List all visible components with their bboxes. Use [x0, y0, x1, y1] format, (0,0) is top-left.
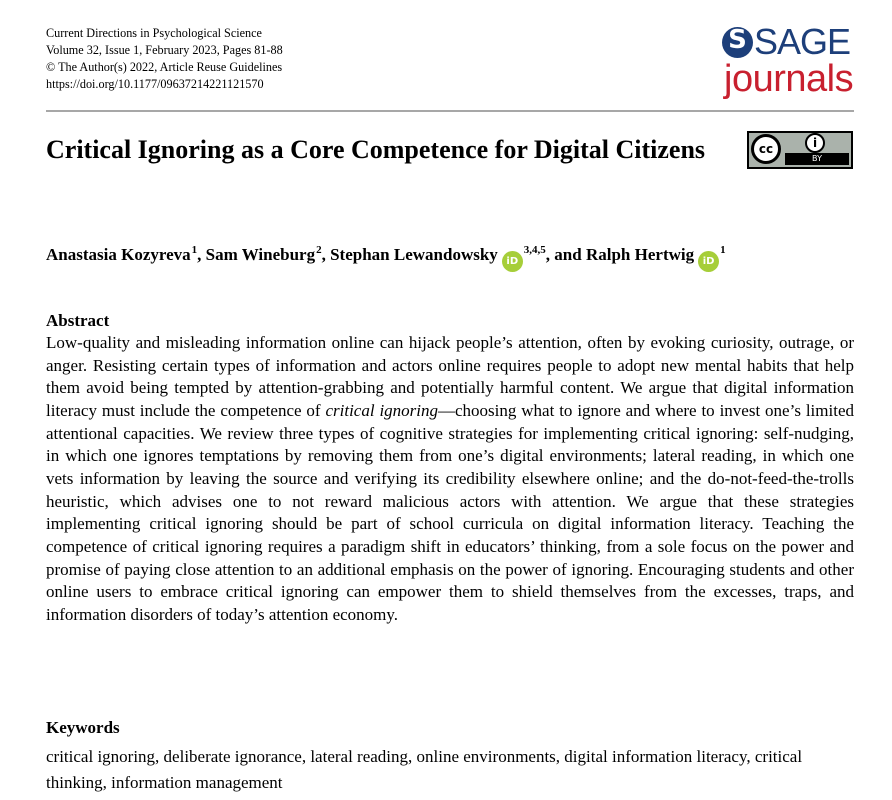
- abstract-heading: Abstract: [46, 311, 110, 330]
- author-name[interactable]: Stephan Lewandowsky: [330, 245, 498, 264]
- license-label: BY: [785, 153, 849, 165]
- author-separator: , and: [545, 245, 586, 264]
- author-separator: ,: [197, 245, 206, 264]
- author-affiliation: 3,4,5: [523, 244, 546, 256]
- author-name[interactable]: Sam Wineburg: [205, 245, 316, 264]
- keywords-list: critical ignoring, deliberate ignorance, lateral reading, online environments, digital information literacy, critical thinking, information management: [46, 747, 803, 792]
- author-name[interactable]: Anastasia Kozyreva: [46, 245, 191, 264]
- journals-wordmark: journals: [724, 58, 854, 100]
- author-affiliation: 1: [191, 244, 198, 256]
- journal-metadata: [46, 25, 283, 93]
- journal-name: Current Directions in Psychological Science: [46, 26, 262, 40]
- keywords-heading: Keywords: [46, 718, 120, 737]
- creative-commons-icon: cc: [751, 134, 781, 164]
- author-name[interactable]: Ralph Hertwig: [585, 245, 695, 264]
- article-title: Critical Ignoring as a Core Competence for Digital Citizens: [46, 135, 706, 164]
- doi-link[interactable]: https://doi.org/10.1177/09637214221121570: [46, 77, 264, 91]
- orcid-icon[interactable]: iD: [698, 251, 719, 272]
- abstract-text: Low-quality and misleading information online can hijack people’s attention, often by evoking curiosity, outrage, or anger. Resisting certain types of information and actors online requires people to adopt new mental habits that help them avoid being tempted by attention-grabbing and potentially harmful content. We argue that digital information literacy must include the competence of critical ignoring—choosing what to ignore and where to invest one’s limited attentional capacities. We review three types of cognitive strategies for implementing critical ignoring: self-nudging, in which one ignores temptations by removing them from one’s digital environments; lateral reading, in which one vets information by leaving the source and verifying its credibility elsewhere online; and the do-not-feed-the-trolls heuristic, which advises one to not reward malicious actors with attention. We argue that these strategies implementing critical ignoring should be part of school curricula on digital information literacy. Teaching the competence of critical ignoring requires a paradigm shift in educators’ thinking, from a sole focus on the power and promise of paying close attention to an additional emphasis on the power of ignoring. Encouraging students and other online users to embrace critical ignoring can empower them to shield themselves from the excesses, traps, and information disorders of today’s attention economy.: [46, 333, 854, 624]
- orcid-icon[interactable]: iD: [502, 251, 523, 272]
- author-affiliation: 1: [720, 244, 726, 256]
- sage-journals-logo[interactable]: [722, 22, 857, 106]
- header-divider: [46, 110, 854, 112]
- copyright-line: © The Author(s) 2022, Article Reuse Guidelines: [46, 60, 283, 74]
- cc-by-license-badge[interactable]: [747, 131, 853, 169]
- author-separator: ,: [321, 245, 331, 264]
- abstract-emphasis: critical ignoring: [325, 400, 439, 420]
- author-list: [46, 244, 726, 272]
- sage-s-icon: S: [722, 27, 753, 58]
- author-affiliation: 2: [316, 244, 322, 256]
- sage-wordmark: SAGE: [754, 21, 851, 62]
- attribution-person-icon: i: [805, 133, 825, 153]
- volume-issue-pages: Volume 32, Issue 1, February 2023, Pages 81-88: [46, 43, 283, 57]
